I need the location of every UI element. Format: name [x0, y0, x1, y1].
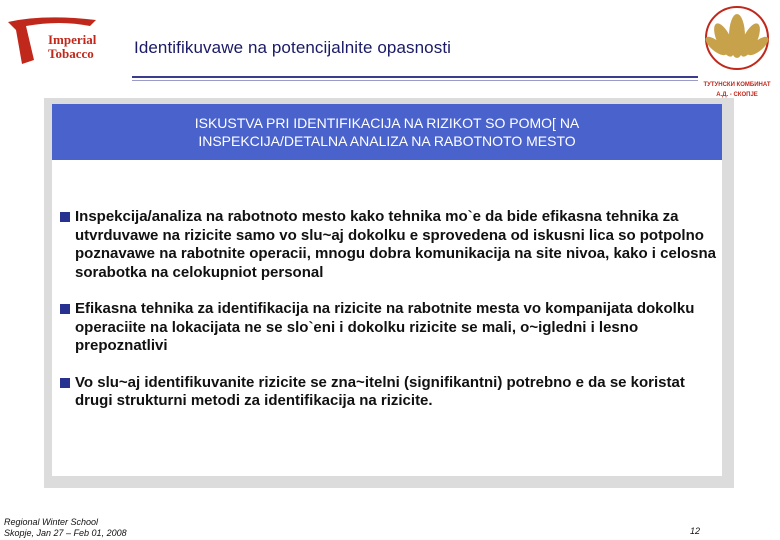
svg-text:Imperial: Imperial: [48, 32, 97, 47]
footer-line-1: Regional Winter School: [4, 517, 98, 527]
bullet-text: Inspekcija/analiza na rabotnoto mesto kako tehnika mo`e da bide efikasna tehnika za utvrduvawe na rizicite samo vo slu~aj dokolku e sprovedena od iskusni lica so potpolno poznavawe na rabotnite operacii, mnogu dobra komunikacija na site nivoa, kako i celosna sorabotka na celokupniot personal: [75, 208, 717, 281]
imperial-tobacco-logo: [4, 14, 116, 66]
square-bullet-icon: [60, 378, 70, 388]
tutunski-kombinat-logo: [702, 2, 772, 102]
list-item: [60, 300, 720, 356]
bullet-text: Efikasna tehnika za identifikacija na rizicite na rabotnite mesta vo kompanijata dokolku operaciite na lokacijata ne se slo`eni i dokolku rizicite se mali, o~igledni i lesno prepoznatlivi: [75, 300, 695, 354]
list-item: [60, 374, 720, 411]
slide-title: Identifikuvawe na potencijalnite opasnosti: [134, 38, 452, 57]
square-bullet-icon: [60, 304, 70, 314]
title-divider: [132, 76, 698, 78]
bullet-list: [60, 208, 720, 411]
panel-header-text: ISKUSTVA PRI IDENTIFIKACIJA NA RIZIKOT SO POMO[ NA INSPEKCIJA/DETALNA ANALIZA NA RABOTNOTO MESTO: [194, 115, 580, 149]
bullet-text: Vo slu~aj identifikuvanite rizicite se zna~itelni (signifikantni) potrebno e da se koristat drugi strukturni metodi za identifikacija na rizicite.: [75, 373, 685, 409]
title-divider-thin: [132, 80, 698, 81]
svg-text:ТУТУНСКИ КОМБИНАТ: ТУТУНСКИ КОМБИНАТ: [703, 82, 771, 88]
panel-header-box: [52, 104, 722, 160]
list-item: [60, 208, 720, 282]
square-bullet-icon: [60, 212, 70, 222]
footer-line-2: Skopje, Jan 27 – Feb 01, 2008: [4, 528, 127, 538]
svg-text:Tobacco: Tobacco: [48, 46, 94, 61]
svg-text:А.Д. - СКОПЈЕ: А.Д. - СКОПЈЕ: [716, 92, 758, 98]
page-number: 12: [690, 526, 701, 536]
footer-event-info: [4, 517, 127, 539]
